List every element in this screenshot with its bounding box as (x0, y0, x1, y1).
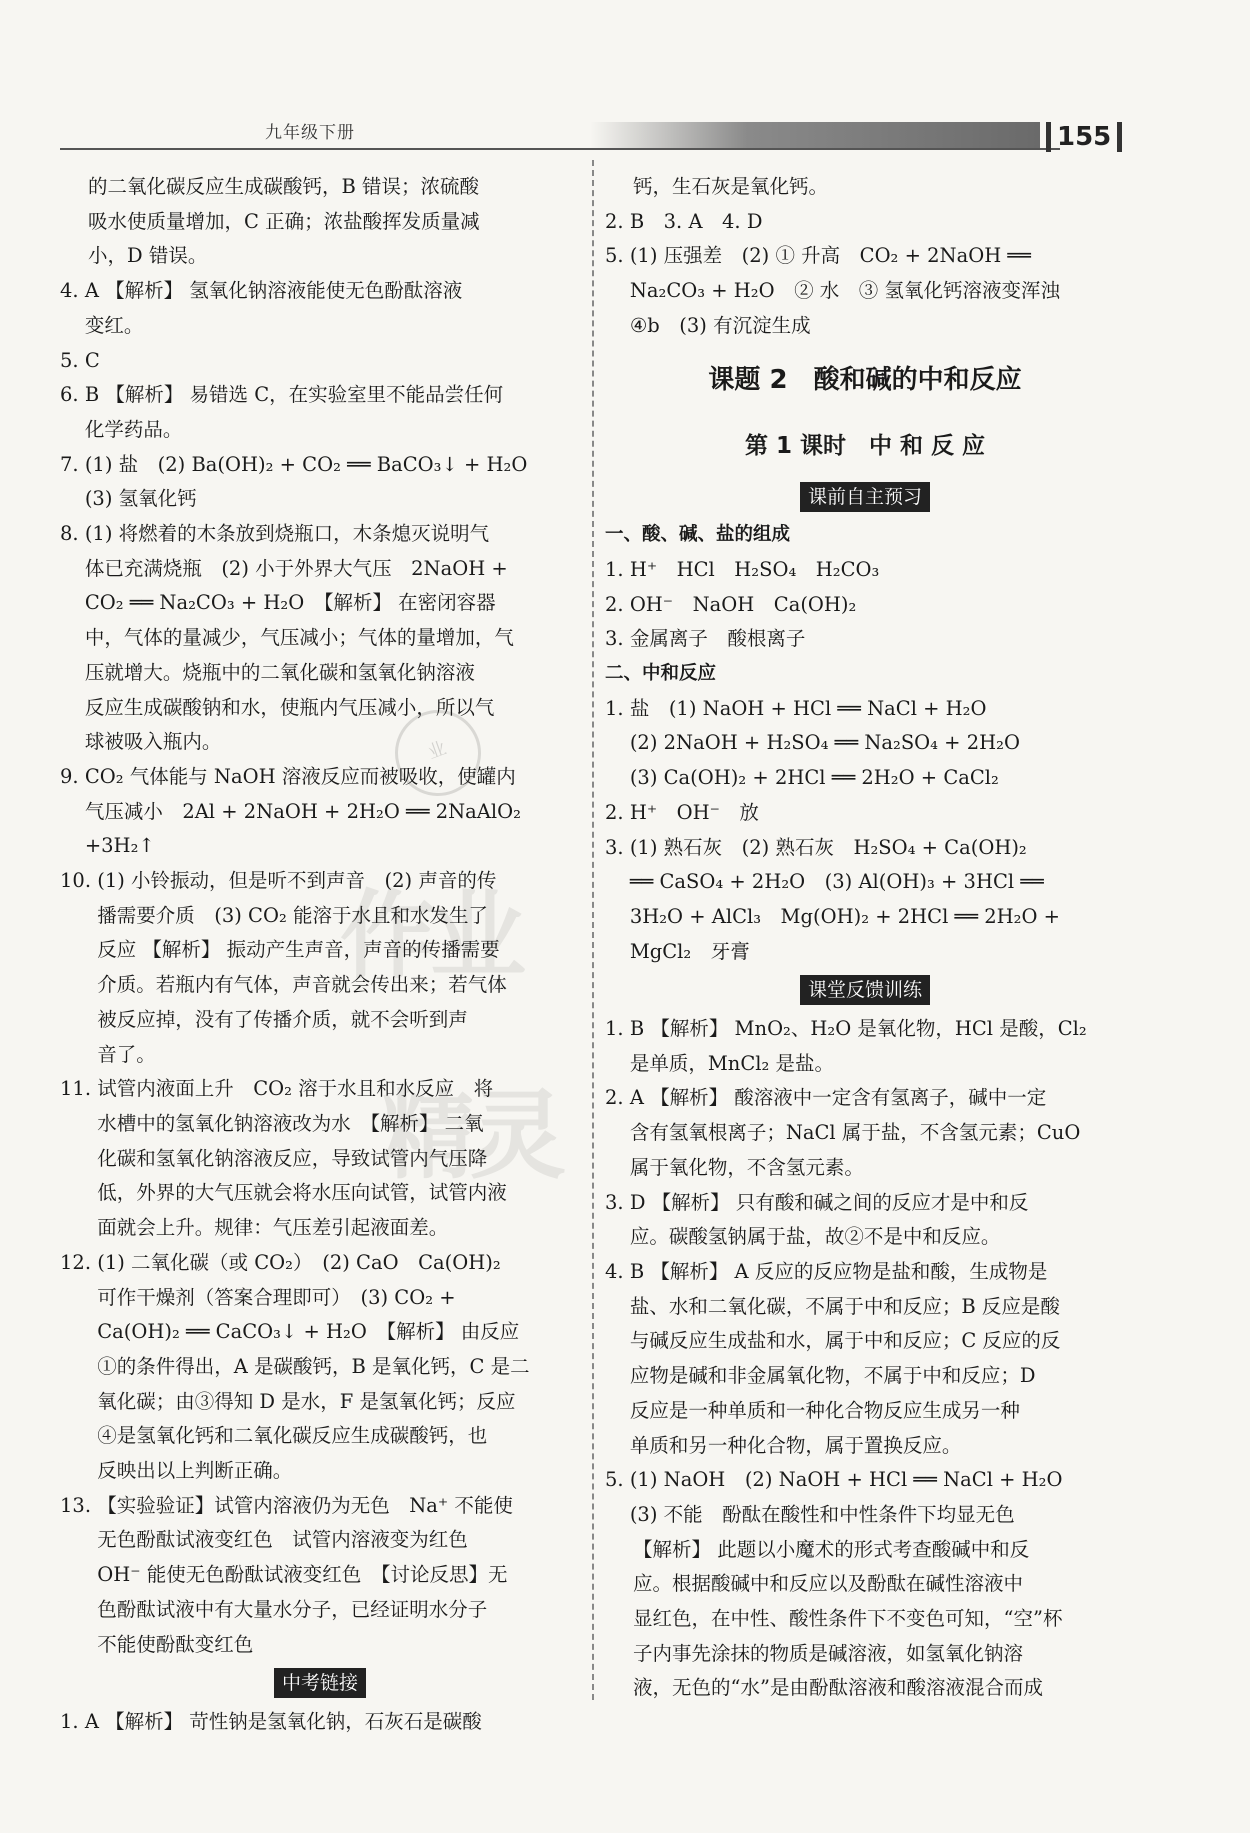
feedback-item-4: 4. B 【解析】 A 反应的反应物是盐和酸，生成物是 盐、水和二氧化碳，不属于中和反应；B 反应是酸 与碱反应生成盐和水，属于中和反应；C 反应的反 应物是碱和非金属氧化物，不属于中和反应；D 反应是一种单质和一种化合物反应生成另一种 单质和另一种化合物，属于置换反应。 (605, 1255, 1125, 1463)
text-line: 金属离子 酸根离子 (629, 627, 806, 651)
text-line: 试管内液面上升 CO₂ 溶于水且和水反应 将 (97, 1077, 494, 1101)
text-line: 反应 【解析】 振动产生声音，声音的传播需要 (97, 938, 500, 962)
lesson-title: 第 1 课时 中 和 反 应 (744, 432, 986, 459)
text-line: 压就增大。烧瓶中的二氧化碳和氢氧化钠溶液 (84, 660, 475, 684)
text-line: 属于氧化物，不含氢元素。 (629, 1155, 864, 1179)
text-line: 盐 (1) NaOH + HCl ══ NaCl + H₂O (629, 696, 987, 720)
text-line: 化碳和氢氧化钠溶液反应，导致试管内气压降 (97, 1146, 488, 1170)
watermark-glyph: 作 (340, 880, 436, 992)
header-gradient-band (590, 122, 1040, 148)
feedback-item-2: 2. A 【解析】 酸溶液中一定含有氢离子，碱中一定 含有氢氧根离子；NaCl 属于盐，不含氢元素；CuO 属于氧化物，不含氢元素。 (605, 1081, 1125, 1185)
text-line: (1) NaOH (2) NaOH + HCl ══ NaCl + H₂O (629, 1468, 1063, 1492)
text-line: (1) 盐 (2) Ba(OH)₂ + CO₂ ══ BaCO₃↓ + H₂O (84, 452, 528, 476)
watermark-glyph: 灵 (470, 1080, 566, 1192)
preview-item-1: 1. H⁺ HCl H₂SO₄ H₂CO₃ (605, 553, 1125, 588)
text-line: 色酚酞试液中有大量水分子，已经证明水分子 (97, 1597, 488, 1621)
text-line: B 3. A 4. D (629, 209, 763, 233)
text-line: 反映出以上判断正确。 (97, 1459, 293, 1483)
text-line: (1) 熟石灰 (2) 熟石灰 H₂SO₄ + Ca(OH)₂ (629, 835, 1027, 859)
text-line: (1) 二氧化碳（或 CO₂） (2) CaO Ca(OH)₂ (97, 1250, 501, 1274)
text-line: MgCl₂ 牙膏 (629, 939, 750, 963)
text-line: 体已充满烧瓶 (2) 小于外界大气压 2NaOH + (84, 556, 508, 580)
text-line: 化学药品。 (84, 417, 183, 441)
text-line: 的二氧化碳反应生成碳酸钙，B 错误；浓硫酸 (88, 175, 480, 198)
text-line: ①的条件得出，A 是碳酸钙，B 是氧化钙，C 是二 (97, 1354, 530, 1378)
text-line: (1) 压强差 (2) ① 升高 CO₂ + 2NaOH ══ (629, 244, 1031, 268)
text-line: 应。根据酸碱中和反应以及酚酞在碱性溶液中 (633, 1572, 1024, 1596)
text-line: (3) Ca(OH)₂ + 2HCl ══ 2H₂O + CaCl₂ (629, 766, 999, 790)
text-line: ④b (3) 有沉淀生成 (629, 313, 811, 337)
text-line: ══ CaSO₄ + 2H₂O (3) Al(OH)₃ + 3HCl ══ (629, 870, 1044, 894)
feedback-analysis (605, 1533, 1125, 1707)
text-line: H⁺ HCl H₂SO₄ H₂CO₃ (629, 557, 880, 581)
text-line: (3) 不能 酚酞在酸性和中性条件下均显无色 (629, 1502, 1015, 1526)
text-line: A 【解析】 苛性钠是氢氧化钠，石灰石是碳酸 (84, 1709, 482, 1733)
text-line: (1) 将燃着的木条放到烧瓶口，木条熄灭说明气 (84, 522, 490, 546)
text-line: (3) 氢氧化钙 (84, 487, 197, 511)
text-line: B 【解析】 MnO₂、H₂O 是氧化物，HCl 是酸，Cl₂ (629, 1017, 1087, 1041)
text-line: B 【解析】 A 反应的反应物是盐和酸，生成物是 (629, 1259, 1048, 1283)
text-line: 应物是碱和非金属氧化物，不属于中和反应；D (629, 1364, 1036, 1388)
text-line: 不能使酚酞变红色 (97, 1632, 254, 1656)
neutralization-item-2: 2. H⁺ OH⁻ 放 (605, 796, 1125, 831)
link-answer-item-1: 1. A 【解析】 苛性钠是氢氧化钠，石灰石是碳酸 (60, 1705, 580, 1740)
text-line: OH⁻ 能使无色酚酞试液变红色 【讨论反思】无 (97, 1563, 508, 1587)
text-line: +3H₂↑ (84, 834, 155, 858)
answer-item-11: 11. 试管内液面上升 CO₂ 溶于水且和水反应 将 水槽中的氢氧化钠溶液改为水 【解析】 二氧 化碳和氢氧化钠溶液反应，导致试管内气压降 低，外界的大气压就会将水压向试管，试管内液 面就会上升。规律：气压差引起液面差。 (60, 1072, 580, 1246)
text-line: 反应是一种单质和一种化合物反应生成另一种 (629, 1398, 1020, 1422)
continued-answer (60, 170, 580, 274)
text-line: 含有氢氧根离子；NaCl 属于盐，不含氢元素；CuO (629, 1121, 1081, 1145)
text-line: H⁺ OH⁻ 放 (629, 800, 759, 824)
text-line: 是单质，MnCl₂ 是盐。 (629, 1051, 835, 1075)
text-line: 显红色，在中性、酸性条件下不变色可知，“空”杯 (633, 1607, 1063, 1631)
text-line: 单质和另一种化合物，属于置换反应。 (629, 1433, 962, 1457)
link-answer-item-2-4: 2. B 3. A 4. D (605, 205, 1125, 240)
text-line: 气压减小 2Al + 2NaOH + 2H₂O ══ 2NaAlO₂ (84, 799, 521, 823)
section-heading: 一、酸、碱、盐的组成 (605, 524, 791, 546)
text-line: OH⁻ NaOH Ca(OH)₂ (629, 592, 857, 616)
text-line: CO₂ 气体能与 NaOH 溶液反应而被吸收，使罐内 (84, 764, 516, 788)
text-line: B 【解析】 易错选 C，在实验室里不能品尝任何 (84, 383, 504, 407)
text-line: 水槽中的氢氧化钠溶液改为水 【解析】 二氧 (97, 1111, 484, 1135)
preview-item-3: 3. 金属离子 酸根离子 (605, 622, 1125, 657)
text-line: 无色酚酞试液变红色 试管内溶液变为红色 (97, 1528, 468, 1552)
text-line: 液，无色的“水”是由酚酞溶液和酸溶液混合而成 (633, 1676, 1043, 1700)
running-header-title: 九年级下册 (265, 123, 355, 143)
feedback-item-1: 1. B 【解析】 MnO₂、H₂O 是氧化物，HCl 是酸，Cl₂ 是单质，MnCl₂ 是盐。 (605, 1012, 1125, 1081)
text-line: 低，外界的大气压就会将水压向试管，试管内液 (97, 1181, 507, 1205)
left-column (60, 170, 580, 1740)
text-line: A 【解析】 氢氧化钠溶液能使无色酚酞溶液 (84, 279, 463, 303)
text-line: 音了。 (97, 1042, 156, 1066)
text-line: 被反应掉，没有了传播介质，就不会听到声 (97, 1007, 468, 1031)
text-line: 与碱反应生成盐和水，属于中和反应；C 反应的反 (629, 1329, 1061, 1353)
link-answer-item-5: 5. (1) 压强差 (2) ① 升高 CO₂ + 2NaOH ══ Na₂CO₃ + H₂O ② 水 ③ 氢氧化钙溶液变浑浊 ④b (3) 有沉淀生成 (605, 239, 1125, 343)
text-line: (2) 2NaOH + H₂SO₄ ══ Na₂SO₄ + 2H₂O (629, 731, 1020, 755)
text-line: (1) 小铃振动，但是听不到声音 (2) 声音的传 (97, 869, 497, 893)
text-line: 可作干燥剂（答案合理即可） (3) CO₂ + (97, 1285, 456, 1309)
text-line: 球被吸入瓶内。 (84, 730, 222, 754)
text-line: 【解析】 此题以小魔术的形式考查酸碱中和反 (633, 1537, 1030, 1561)
chapter-title: 课题 2 酸和碱的中和反应 (708, 364, 1022, 395)
neutralization-item-3: 3. (1) 熟石灰 (2) 熟石灰 H₂SO₄ + Ca(OH)₂ ══ CaSO₄ + 2H₂O (3) Al(OH)₃ + 3HCl ══ 3H₂O + AlCl₃ Mg(OH)₂ + 2HCl ══ 2H₂O + MgCl₂ 牙膏 (605, 831, 1125, 970)
watermark-stamp: 业 (383, 698, 493, 808)
text-line: 中，气体的量减少，气压减小；气体的量增加，气 (84, 626, 514, 650)
section-heading: 二、中和反应 (605, 663, 717, 685)
text-line: 氧化碳；由③得知 D 是水，F 是氢氧化钙；反应 (97, 1389, 516, 1413)
answer-item-6: 6. B 【解析】 易错选 C，在实验室里不能品尝任何 化学药品。 (60, 378, 580, 447)
text-line: 盐、水和二氧化碳，不属于中和反应；B 反应是酸 (629, 1294, 1060, 1318)
preview-item-2: 2. OH⁻ NaOH Ca(OH)₂ (605, 588, 1125, 623)
text-line: 【实验验证】试管内溶液仍为无色 Na⁺ 不能使 (97, 1493, 513, 1517)
text-line: 吸水使质量增加，C 正确；浓盐酸挥发质量减 (88, 209, 480, 233)
text-line: 小，D 错误。 (88, 244, 208, 268)
column-divider (592, 160, 594, 1700)
text-line: Ca(OH)₂ ══ CaCO₃↓ + H₂O 【解析】 由反应 (97, 1320, 520, 1344)
feedback-item-3: 3. D 【解析】 只有酸和碱之间的反应才是中和反 应。碳酸氢钠属于盐，故②不是中和反应。 (605, 1186, 1125, 1255)
text-line: 变红。 (84, 313, 144, 337)
feedback-item-5: 5. (1) NaOH (2) NaOH + HCl ══ NaCl + H₂O (3) 不能 酚酞在酸性和中性条件下均显无色 (605, 1463, 1125, 1532)
neutralization-item-1: 1. 盐 (1) NaOH + HCl ══ NaCl + H₂O (2) 2NaOH + H₂SO₄ ══ Na₂SO₄ + 2H₂O (3) Ca(OH)₂ + 2HCl ══ 2H₂O + CaCl₂ (605, 692, 1125, 796)
text-line: Na₂CO₃ + H₂O ② 水 ③ 氢氧化钙溶液变浑浊 (629, 279, 1060, 303)
right-column (605, 170, 1125, 1706)
text-line: 介质。若瓶内有气体，声音就会传出来；若气体 (97, 973, 507, 997)
watermark-glyph: 业 (430, 880, 526, 992)
text-line: A 【解析】 酸溶液中一定含有氢离子，碱中一定 (629, 1086, 1047, 1110)
text-line: 3H₂O + AlCl₃ Mg(OH)₂ + 2HCl ══ 2H₂O + (629, 904, 1060, 928)
answer-item-5: 5. C (60, 344, 580, 379)
answer-item-12: 12. (1) 二氧化碳（或 CO₂） (2) CaO Ca(OH)₂ 可作干燥剂（答案合理即可） (3) CO₂ + Ca(OH)₂ ══ CaCO₃↓ + H₂O 【解析】 由反应 ①的条件得出，A 是碳酸钙，B 是氧化钙，C 是二 氧化碳；由③得知 D 是水，F 是氢氧化钙；反应 ④是氢氧化钙和二氧化碳反应生成碳酸钙，也 反映出以上判断正确。 (60, 1246, 580, 1489)
answer-item-7: 7. (1) 盐 (2) Ba(OH)₂ + CO₂ ══ BaCO₃↓ + H₂O (3) 氢氧化钙 (60, 448, 580, 517)
watermark-glyph: 精 (380, 1080, 476, 1192)
text-line: CO₂ ══ Na₂CO₃ + H₂O 【解析】 在密闭容器 (84, 591, 496, 615)
section-box-feedback: 课堂反馈训练 (605, 973, 1125, 1008)
answer-item-13: 13. 【实验验证】试管内溶液仍为无色 Na⁺ 不能使 无色酚酞试液变红色 试管内溶液变为红色 OH⁻ 能使无色酚酞试液变红色 【讨论反思】无 色酚酞试液中有大量水分子，已经证明水分子 不能使酚酞变红色 (60, 1489, 580, 1663)
text-line: 子内事先涂抹的物质是碱溶液，如氢氧化钠溶 (633, 1641, 1024, 1665)
answer-item-4: 4. A 【解析】 氢氧化钠溶液能使无色酚酞溶液 变红。 (60, 274, 580, 343)
text-line: C (84, 348, 100, 372)
answer-item-10: 10. (1) 小铃振动，但是听不到声音 (2) 声音的传 播需要介质 (3) CO₂ 能溶于水且和水发生了 反应 【解析】 振动产生声音，声音的传播需要 介质。若瓶内有气体，声音就会传出来；若气体 被反应掉，没有了传播介质，就不会听到声 音了。 (60, 864, 580, 1072)
text-line: 面就会上升。规律：气压差引起液面差。 (97, 1216, 449, 1240)
text-line: ④是氢氧化钙和二氧化碳反应生成碳酸钙，也 (97, 1424, 488, 1448)
section-box-preview: 课前自主预习 (605, 480, 1125, 515)
continued-answer: 钙，生石灰是氧化钙。 (633, 175, 829, 198)
section-box-zhongkao-link: 中考链接 (60, 1666, 580, 1701)
text-line: D 【解析】 只有酸和碱之间的反应才是中和反 (629, 1190, 1029, 1214)
text-line: 播需要介质 (3) CO₂ 能溶于水且和水发生了 (97, 903, 488, 927)
answer-item-8: 8. (1) 将燃着的木条放到烧瓶口，木条熄灭说明气 体已充满烧瓶 (2) 小于外界大气压 2NaOH + CO₂ ══ Na₂CO₃ + H₂O 【解析】 在密闭容器 中，气体的量减少，气压减小；气体的量增加，气 压就增大。烧瓶中的二氧化碳和氢氧化钠溶液 反应生成碳酸钠和水，使瓶内气压减小，所以气 球被吸入瓶内。 (60, 517, 580, 760)
page-number: 155 (1046, 122, 1122, 152)
text-line: 应。碳酸氢钠属于盐，故②不是中和反应。 (629, 1225, 1001, 1249)
text-line: 反应生成碳酸钠和水，使瓶内气压减小，所以气 (84, 695, 495, 719)
answer-item-9: 9. CO₂ 气体能与 NaOH 溶液反应而被吸收，使罐内 气压减小 2Al + 2NaOH + 2H₂O ══ 2NaAlO₂ +3H₂↑ (60, 760, 580, 864)
